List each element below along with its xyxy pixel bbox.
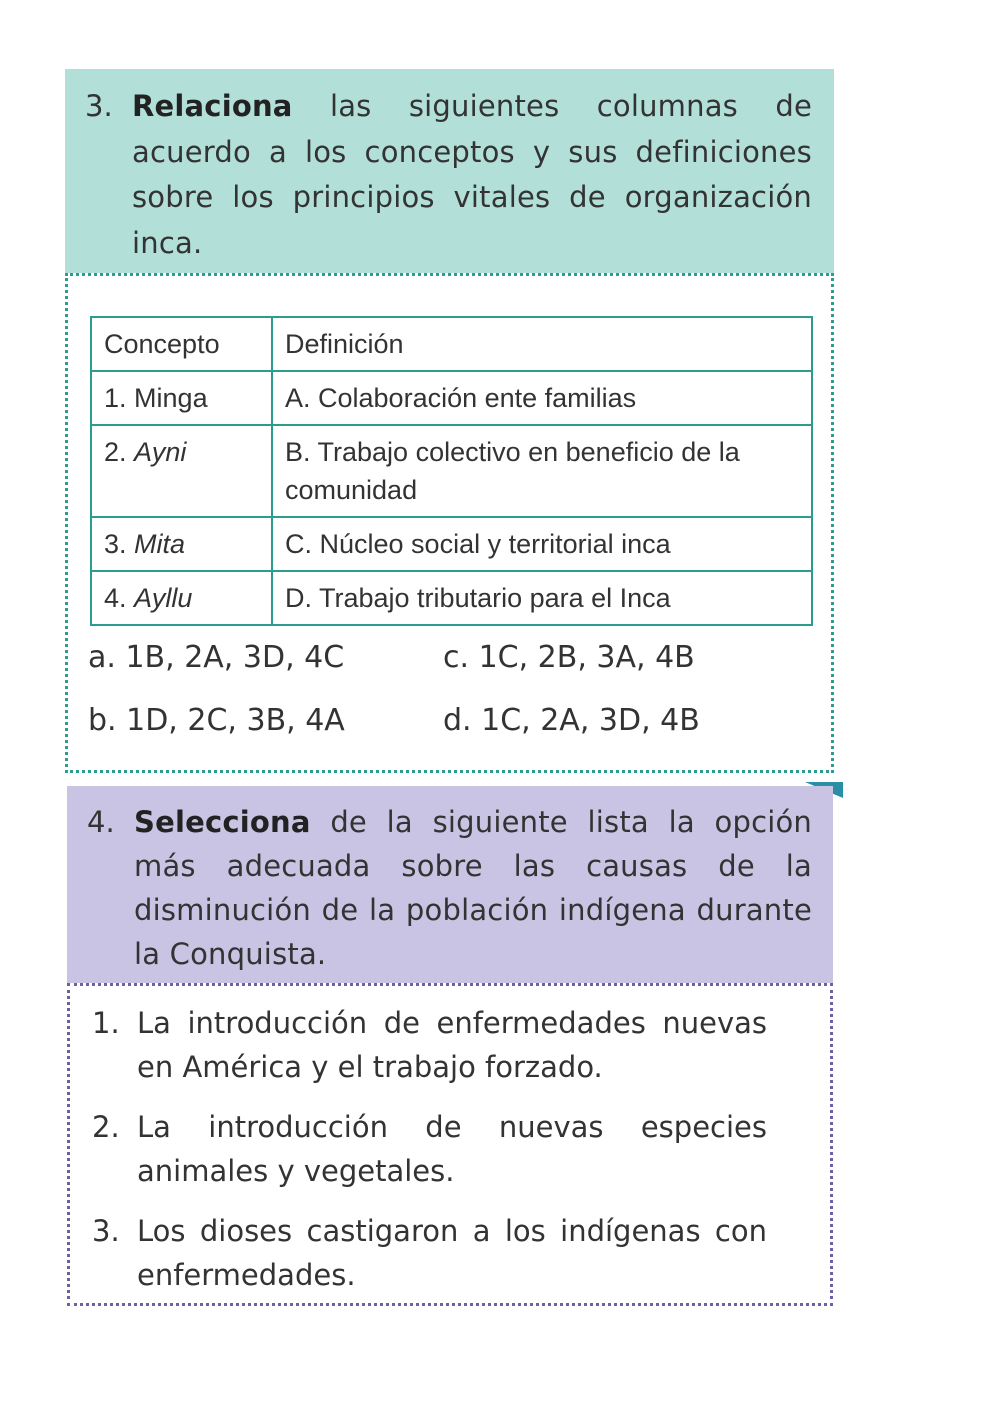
definition-cell: C. Núcleo social y territorial inca — [272, 517, 812, 571]
concept-number: 4. — [104, 583, 127, 613]
table-header-row — [91, 317, 812, 371]
question-3-text: las siguientes columnas de acuerdo a los conceptos y sus definiciones sobre los principios vitales de organización inca. — [132, 89, 812, 260]
option-c[interactable]: c. 1C, 2B, 3A, 4B — [443, 640, 695, 675]
table-row — [91, 425, 812, 517]
option-d[interactable]: d. 1C, 2A, 3D, 4B — [443, 703, 700, 738]
definition-cell: A. Colaboración ente familias — [272, 371, 812, 425]
list-item-text: Los dioses castigaron a los indígenas con enfermedades. — [137, 1214, 767, 1292]
question-4-verb: Selecciona — [134, 805, 311, 839]
header-concepto: Concepto — [91, 317, 272, 371]
definition-cell: D. Trabajo tributario para el Inca — [272, 571, 812, 625]
question-3-header — [65, 69, 834, 273]
question-3-prompt — [132, 84, 812, 266]
question-4-number: 4. — [87, 805, 115, 839]
concept-cell — [91, 371, 272, 425]
table-row — [91, 517, 812, 571]
concept-name: Mita — [134, 529, 186, 559]
question-3-body — [65, 273, 834, 773]
concept-name: Ayni — [134, 437, 187, 467]
concept-cell — [91, 425, 272, 517]
concept-table — [90, 316, 813, 626]
list-item-text: La introducción de nuevas especies animales y vegetales. — [137, 1110, 767, 1188]
concept-cell — [91, 571, 272, 625]
concept-number: 2. — [104, 437, 127, 467]
concept-number: 1. — [104, 383, 127, 413]
option-b[interactable]: b. 1D, 2C, 3B, 4A — [88, 703, 345, 738]
question-4-body — [67, 983, 833, 1306]
header-definicion: Definición — [272, 317, 812, 371]
table-row — [91, 571, 812, 625]
concept-number: 3. — [104, 529, 127, 559]
concept-name: Ayllu — [134, 583, 193, 613]
question-4-header — [67, 786, 833, 983]
question-3-number: 3. — [85, 89, 113, 123]
option-a[interactable]: a. 1B, 2A, 3D, 4C — [88, 640, 345, 675]
list-item-text: La introducción de enfermedades nuevas en América y el trabajo forzado. — [137, 1006, 767, 1084]
list-item-number: 1. — [92, 1006, 120, 1040]
definition-cell: B. Trabajo colectivo en beneficio de la comunidad — [272, 425, 812, 517]
list-item-number: 2. — [92, 1110, 120, 1144]
concept-name: Minga — [134, 383, 208, 413]
question-4-text: de la siguiente lista la opción más adecuada sobre las causas de la disminución de la población indígena durante la Conquista. — [134, 805, 812, 971]
concept-cell — [91, 517, 272, 571]
question-3-verb: Relaciona — [132, 89, 293, 123]
question-4-prompt — [134, 800, 812, 976]
list-item-number: 3. — [92, 1214, 120, 1248]
table-row — [91, 371, 812, 425]
